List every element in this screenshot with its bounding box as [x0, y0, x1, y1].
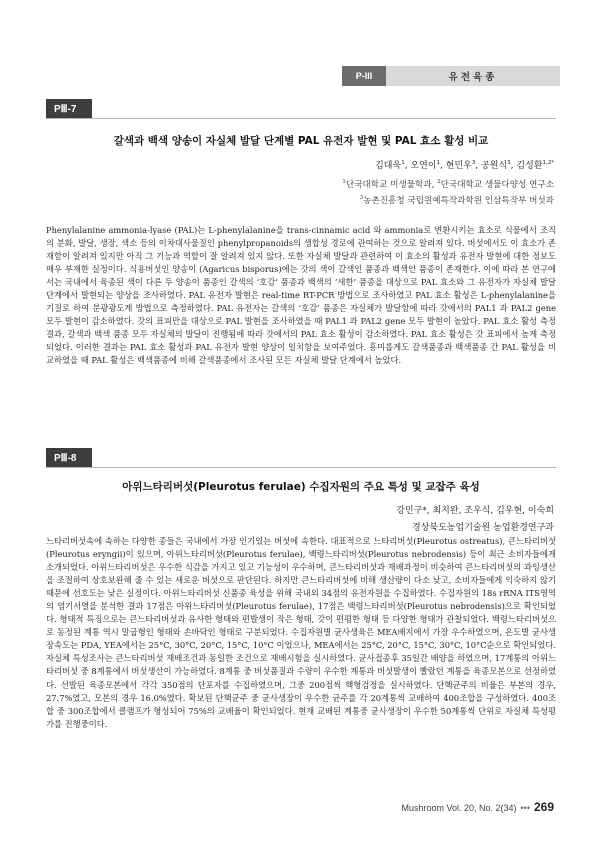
section-code: P-III — [342, 66, 386, 86]
divider — [46, 118, 556, 119]
author-list: 김대욱$^1$, 오연이$^1$, 현민우$^3$, 공원식$^3$, 김성환$^{1,2*}$ — [375, 160, 554, 171]
article-title: 갈색과 백색 양송이 자실체 발달 단계별 PAL 유전자 발현 및 PAL 효소 활성 비교 — [113, 135, 489, 147]
affiliation: 경상북도농업기술원 농업환경연구과 — [412, 523, 554, 533]
page-number: 269 — [533, 800, 554, 814]
section-header — [342, 66, 560, 86]
journal-info: Mushroom Vol. 20, No. 2(34) — [401, 803, 517, 813]
section-title: 유전육종 — [386, 66, 560, 86]
affiliation: $^1$단국대학교 미생물학과, $^2$단국대학교 생물다양성 연구소 — [342, 179, 554, 190]
abstract-text: 느타리버섯속에 속하는 다양한 종들은 국내에서 가장 인기있는 버섯에 속한다. 대표적으로 느타리버섯(Pleurotus ostreatus), 큰느타리버섯(Pleurotus eryngii)이 있으며, 아위느타리버섯(Pleurotus ferulae), 백령느타리버섯(Pleurotus nebrodensis) 등이 최근 소비자들에게 소개되었다. 아위느타리버섯은 우수한 식감을 가지고 있고 기능성이 우수하며, 큰느타리버섯과 재배과정이 비슷하여 큰느타리버섯의 과잉생산을 조절하여 상호보완해 줄 수 있는 새로운 버섯으로 판단된다. 하지만 큰느타리버섯에 비해 생산량이 다소 낮고, 소비자들에게 익숙하지 않기 때문에 선호도는 낮은 실정이다. 아위느타리버섯 신품종 육성을 위해 국내외 34점의 유전자원을 수집하였다. 수집자원의 18s rRNA ITS영역의 염기서열을 분석한 결과 17점은 아위느타리버섯(Pleurotus ferulae), 17점은 백령느타리버섯(Pleurotus nebrodensis)으로 확인되었다. 형태적 특징으로는 큰느타리버섯과 유사한 형태와 편발생이 작은 형태, 갓이 편평한 형태 등 다양한 형태가 관찰되었다. 백령느타리버섯으로 동정된 계통 역시 말굽형인 형태와 손바닥인 형태로 구분되었다. 수집자원별 균사생육은 MEA배지에서 가장 우수하였으며, 온도별 균사생장속도는 PDA, YEA에서는 25°C, 30°C, 20°C, 15°C, 10°C 이었으나, MEA에서는 25°C, 20°C, 15°C, 30°C, 10°C순으로 확인되었다. 자실체 특성조사는 큰느타리버섯 재배조건과 동일한 조건으로 재배시험을 실시하였다. 균사접종후 35일간 배양을 하였으며, 17계통의 아위느타리버섯 중 8계통에서 버섯생산이 가능하였다. 8계통 중 버섯품질과 수량이 우수한 계통과 버섯발생이 빨랐던 계통을 육종모본으로 선정하였다. 선발된 육종모본에서 각각 350점의 단포자를 수집하였으며, 그중 200점씩 핵형검정을 실시하였다. 단핵균주의 비율은 부본의 경우, 27.7%였고, 모본의 경우 16.0%였다. 확보된 단핵균주 중 균사생장이 우수한 균주를 각 20계통씩 교배하여 400조합을 구성하였다. 400조합 중 300조합에서 클램프가 형성되어 75%의 교배율이 확인되었다. 현재 교배된 계통중 균사생장이 우수한 50계통씩 단위로 자실체 특성평가를 진행중이다. — [46, 536, 556, 729]
affiliation: $^3$농촌진흥청 국립원예특작과학원 인삼특작부 버섯과 — [359, 195, 554, 206]
author: 오연이 — [410, 161, 437, 171]
article-number-badge: PⅢ-8 — [46, 448, 92, 468]
author: 김대욱 — [375, 161, 402, 171]
author: 현민우 — [445, 161, 472, 171]
footer-dots: ••• — [520, 803, 530, 813]
article-title: 아위느타리버섯(Pleurotus ferulae) 수집자원의 주요 특성 및 교잡주 육성 — [122, 481, 480, 493]
divider — [46, 467, 556, 468]
page-footer — [401, 800, 554, 814]
author: 공원식 — [481, 161, 508, 171]
author: 김성환 — [516, 161, 543, 171]
article-number-badge: PⅢ-7 — [46, 99, 92, 119]
abstract-text: Phenylalanine ammonia-lyase (PAL)는 L-phenylalanine을 trans-cinnamic acid 와 ammonia로 변환시키는 효소로 식물에서 조직의 분화, 발달, 생장, 색소 등의 이차대사물질인 phenylpropanoids의 생합성 경로에 관여하는 것으로 알려져 있다. 버섯에서도 이 효소가 존재함이 알려져 있지만 아직 그 기능과 역할이 잘 알려져 있지 않다. 또한 자실체 발달과 관련하여 이 효소의 활성과 유전자 발현에 대한 정보도 매우 부재한 실정이다. 식용버섯인 양송이 (Agaricus bisporus)에는 갓의 색이 갈색인 품종과 백색인 품종이 존재한다. 이에 따라 본 연구에서는 국내에서 육종된 색이 다른 두 양송이 품종인 갈색의 ‘호감’ 품종과 백색의 ‘새한’ 품종을 대상으로 PAL 효소와 그 유전자가 자실체 발달 단계에서 발현되는 양상을 조사하였다. PAL 유전자 발현은 real-time RT-PCR 방법으로 조사하였고 PAL 효소 활성은 L-phenylalanine을 기질로 하여 분광광도계 방법으로 측정하였다. PAL 유전자는 갈색의 ‘호감’ 품종은 자실체가 발달함에 따라 갓에서의 PAL1 과 PAL2 gene 모두 발현이 감소하였다. 갓의 표피만을 대상으로 PAL 발현을 조사하였을 때 PAL1 과 PAL2 gene 모두 발현이 높았다. PAL 효소 활성 측정 결과, 갈색과 백색 품종 모두 자실체의 발달이 진행됨에 따라 갓에서의 PAL 효소 활성이 감소하였다. PAL 효소 활성은 갓 표피에서 높게 측정되었다. 이러한 결과는 PAL 효소 활성과 PAL 유전자 발현 양상이 일치함을 보여주었다. 흥미롭게도 갈색품종과 백색품종 간 PAL 활성을 비교하였을 때 PAL 활성은 백색품종에 비해 갈색품종에서 조사된 모든 자실체 발달 단계에서 높았다. — [46, 225, 556, 366]
author-list: 강민구*, 최지완, 조우식, 김우현, 이숙희 — [396, 506, 554, 516]
